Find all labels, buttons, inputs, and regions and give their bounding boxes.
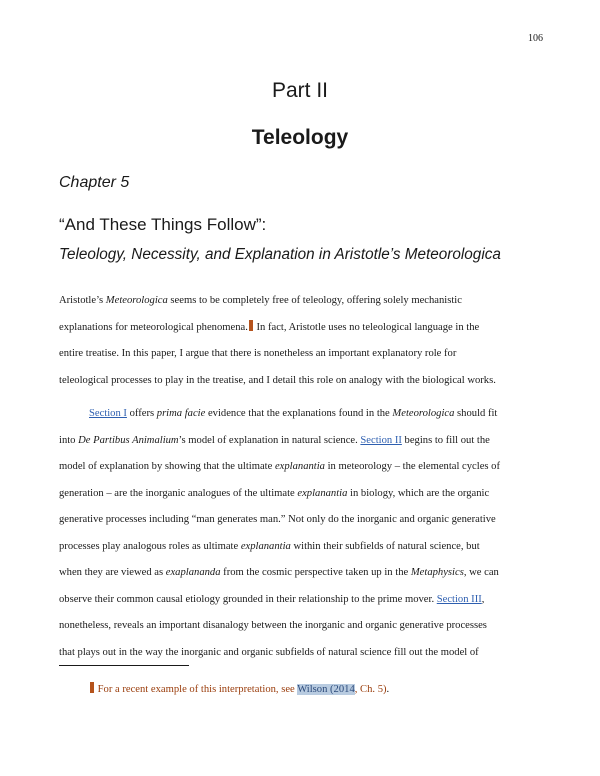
page-number: 106 (528, 33, 543, 44)
text-run: in biology, which are the organic (347, 487, 490, 499)
title-emphasis: Metaphysics (410, 567, 464, 578)
footnote-period: . (386, 684, 390, 695)
text-run: that plays out in the way the inorganic and organic subfields of natural science fill out the model of (59, 646, 479, 658)
text-run: observe their common causal etiology grounded in their relationship to the prime mover. (59, 593, 437, 605)
text-run: in meteorology – the elemental cycles of (324, 461, 500, 472)
title-emphasis: Meteorologica (105, 295, 168, 306)
paragraph-2 (59, 401, 549, 666)
para2-line-5 (59, 507, 549, 534)
para2-line-4 (59, 481, 549, 508)
text-run: ’s model of explanation in natural science. (178, 434, 361, 446)
emphasis: explanantia (240, 540, 291, 552)
footnote-text: , Ch. 5) (354, 684, 387, 695)
para2-line-7 (59, 560, 549, 587)
text-run: within their subfields of natural science, but (290, 540, 480, 552)
citation-highlight[interactable]: Wilson (2014 (297, 684, 355, 695)
para1-line-3 (59, 341, 549, 368)
para1-line-1 (59, 288, 549, 315)
text-run: evidence that the explanations found in the (205, 408, 393, 419)
section-iii-link[interactable]: Section III (436, 593, 482, 605)
text-run: In fact, Aristotle uses no teleological language in the (253, 321, 480, 333)
emphasis: explanantia (274, 461, 325, 472)
para2-line-9 (59, 613, 549, 640)
section-i-link[interactable]: Section I (89, 408, 127, 419)
para2-line-2 (59, 428, 549, 455)
para1-line-2 (59, 315, 549, 342)
text-run: teleological processes to play in the treatise, and I detail this role on analogy with the biological works. (59, 374, 496, 386)
footnote-marker[interactable] (249, 320, 253, 331)
chapter-title: “And These Things Follow”: (59, 215, 267, 234)
text-run: from the cosmic perspective taken up in the (220, 567, 411, 578)
footnote-text: For a recent example of this interpretation, see (97, 684, 298, 695)
para2-line-10 (59, 640, 549, 667)
chapter-subtitle: Teleology, Necessity, and Explanation in Aristotle’s Meteorologica (59, 246, 501, 263)
footnote-marker[interactable] (90, 682, 94, 693)
text-run: processes play analogous roles as ultimate (59, 540, 241, 552)
title-emphasis: Meteorologica (392, 408, 455, 419)
text-run: begins to fill out the (401, 434, 490, 446)
text-run: generative processes including “man generates man.” Not only do the inorganic and organic generative (59, 514, 496, 525)
footnote (89, 682, 389, 695)
chapter-label: Chapter 5 (59, 174, 130, 191)
text-run: when they are viewed as (59, 567, 166, 578)
part-label: Part II (271, 79, 329, 102)
text-run: should fit (454, 408, 498, 419)
para2-line-8 (59, 587, 549, 614)
text-run: into (59, 434, 79, 446)
section-ii-link[interactable]: Section II (360, 434, 402, 446)
text-run: generation – are the inorganic analogues of the ultimate (59, 487, 298, 499)
text-run: offers (126, 408, 157, 419)
paragraph-1 (59, 288, 549, 394)
para2-line-6 (59, 534, 549, 561)
text-run: Aristotle’s (59, 295, 106, 306)
emphasis: exaplananda (165, 567, 221, 578)
text-run: entire treatise. In this paper, I argue that there is nonetheless an important explanatory role for (59, 348, 457, 359)
text-run: , we can (463, 567, 499, 578)
text-run: , (481, 593, 485, 605)
para2-line-3 (59, 454, 549, 481)
para2-line-1 (59, 401, 549, 428)
title-emphasis: De Partibus Animalium (78, 434, 179, 446)
text-run: model of explanation by showing that the ultimate (59, 461, 275, 472)
part-title: Teleology (251, 126, 349, 149)
emphasis: prima facie (156, 408, 206, 419)
footnote-divider (59, 665, 189, 666)
text-run: explanations for meteorological phenomena. (59, 321, 248, 333)
text-run: seems to be completely free of teleology, offering solely mechanistic (167, 295, 462, 306)
emphasis: explanantia (297, 487, 348, 499)
text-run: nonetheless, reveals an important disanalogy between the inorganic and organic generative processes (59, 620, 487, 631)
para1-line-4 (59, 368, 549, 395)
